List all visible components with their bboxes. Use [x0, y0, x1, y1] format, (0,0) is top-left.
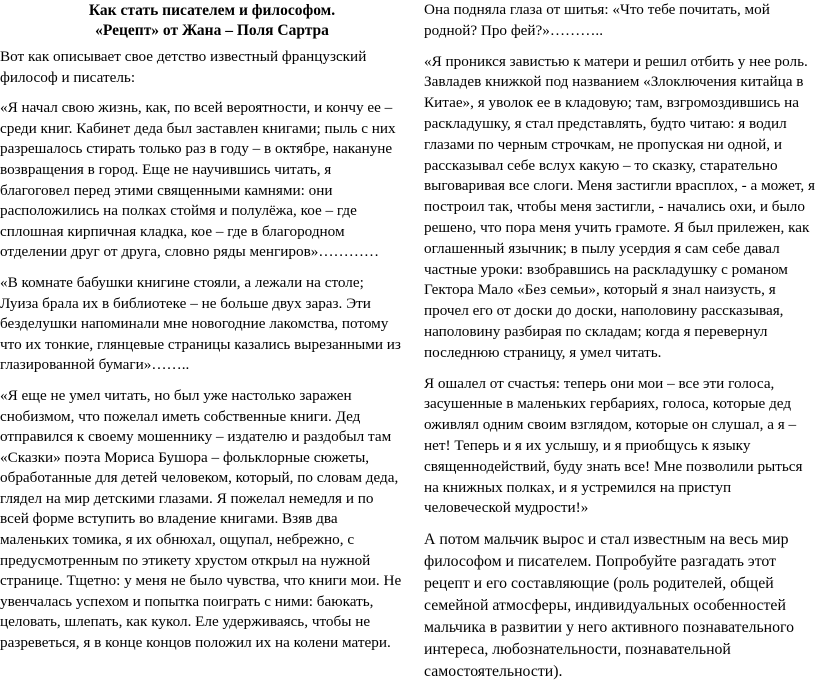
title-line-2: «Рецепт» от Жана – Поля Сартра [95, 22, 329, 39]
left-paragraph-1: «Я начал свою жизнь, как, по всей вероятности, и кончу ее – среди книг. Кабинет деда был заставлен книгами; пыль с них разрешалось стирать только раз в году – в октябре, накануне возвращения в город. Еще не научившись читать, я благоговел перед этими священными камнями: они расположились на полках стоймя и полулёжа, кое – где сплошная кирпичная кладка, кое – где в благородном отделении друг от друга, словно ряды менгиров»………… [0, 99, 396, 261]
title-line-1: Как стать писателем и философом. [88, 2, 336, 19]
left-paragraph-2: «В комнате бабушки книгине стояли, а лежали на столе; Луиза брала их в библиотеке – не больше двух зараз. Эти безделушки напоминали мне новогодние лакомства, потому что их тонкие, глянцевые страницы казались вырезанными из глазированной бумаги»…….. [0, 273, 401, 374]
intro-paragraph: Вот как описывает свое детство известный французский философ и писатель: [0, 48, 367, 86]
right-paragraph-3: Я ошалел от счастья: теперь они мои – все эти голоса, засушенные в маленьких гербариях, голоса, которые дед оживлял одним своим взглядом, которые он слушал, а я – нет! Теперь и я их услышу, и я приобщусь к языку священнодействий, буду знать все! Мне позволили рыться на книжных полках, и я устремился на приступ человеческой мудрости!» [424, 374, 803, 517]
right-paragraph-1: Она подняла глаза от шитья: «Что тебе почитать, мой родной? Про фей?»……….. [424, 1, 770, 39]
right-paragraph-2: «Я проникся завистью к матери и решил отбить у нее роль. Завладев книжкой под названием «Злоключения китайца в Китае», я уволок ее в кладовую; там, взгромоздившись на раскладушку, я стал представлять, будто читаю: я водил глазами по черным строчкам, не пропуская ни одной, и рассказывал себе вслух какую – то сказку, старательно выговаривая все слоги. Меня застигли врасплох, - а может, я построил так, чтобы меня застигли, - начались охи, и было решено, что пора меня учить грамоте. Я был прилежен, как оглашенный язычник; в пылу усердия я сам себе давал частные уроки: взобравшись на раскладушку с романом Гектора Мало «Без семьи», который я знал наизусть, я прочел его от доски до доски, наполовину рассказывая, наполовину разбирая по складам; когда я перевернул последнюю страницу, я умел читать. [424, 52, 816, 361]
right-paragraph-4: А потом мальчик вырос и стал известным на весь мир философом и писателем. Попробуйте разгадать этот рецепт и его составляющие (роль родителей, общей семейной атмосферы, индивидуальных особенностей мальчика в развитии у него активного познавательного интереса, любознательности, познавательной самостоятельности). [424, 531, 795, 681]
left-paragraph-3: «Я еще не умел читать, но был уже настолько заражен снобизмом, что пожелал иметь собственные книги. Дед отправился к своему мошеннику – издателю и раздобыл там «Сказки» поэта Мориса Бушора – фольклорные сюжеты, обработанные для детей человеком, который, по словам деда, глядел на мир детскими глазами. Я пожелал немедля и по всей форме вступить во владение книгами. Взяв два маленьких томика, я их обнюхал, ощупал, небрежно, с предусмотренным по этикету хрустом открыл на нужной странице. Тщетно: у меня не было чувства, что книги мои. Не увенчалась успехом и попытка поиграть с ними: баюкать, целовать, шлепать, как кукол. Еле удерживаясь, чтобы не разреветься, я в конце концов положил их на колени матери. [0, 386, 402, 652]
right-column [424, 0, 816, 681]
left-column [0, 0, 404, 652]
